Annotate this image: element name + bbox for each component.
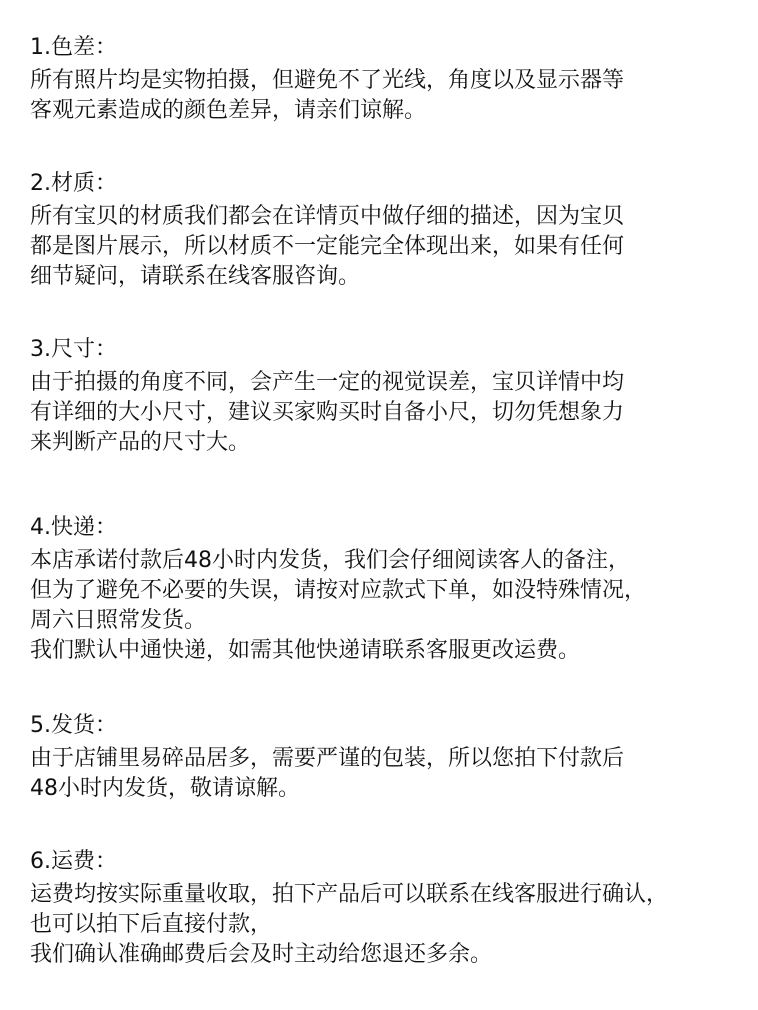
section-body: [30, 368, 750, 458]
body-line: 本店承诺付款后48小时内发货，我们会仔细阅读客人的备注，: [30, 548, 630, 573]
body-line: 48小时内发货，敬请谅解。: [30, 776, 300, 801]
section-body: [30, 880, 750, 970]
body-line: 周六日照常发货。: [30, 608, 207, 633]
body-line: 细节疑问，请联系在线客服咨询。: [30, 264, 361, 289]
body-line: 有详细的大小尺寸，建议买家购买时自备小尺，切勿凭想象力: [30, 400, 625, 425]
body-line: 来判断产品的尺寸大。: [30, 430, 251, 455]
section-courier: [30, 514, 750, 666]
body-line: 所有照片均是实物拍摄，但避免不了光线，角度以及显示器等: [30, 68, 625, 93]
section-body: [30, 744, 750, 804]
section-heading: 2.材质：: [30, 171, 117, 196]
body-line: 由于拍摄的角度不同，会产生一定的视觉误差，宝贝详情中均: [30, 370, 625, 395]
body-line: 运费均按实际重量收取，拍下产品后可以联系在线客服进行确认，: [30, 882, 669, 907]
body-line: 都是图片展示，所以材质不一定能完全体现出来，如果有任何: [30, 234, 625, 259]
body-line: 我们默认中通快递，如需其他快递请联系客服更改运费。: [30, 638, 581, 663]
section-shipping: [30, 712, 750, 804]
section-size: [30, 336, 750, 458]
section-heading: 6.运费：: [30, 849, 117, 874]
body-line: 由于店铺里易碎品居多，需要严谨的包装，所以您拍下付款后: [30, 746, 625, 771]
section-heading: 5.发货：: [30, 713, 117, 738]
section-body: [30, 66, 750, 126]
body-line: 也可以拍下后直接付款，: [30, 912, 273, 937]
section-heading: 4.快递：: [30, 515, 117, 540]
section-heading: 1.色差：: [30, 35, 117, 60]
body-line: 我们确认准确邮费后会及时主动给您退还多余。: [30, 942, 493, 967]
section-body: [30, 546, 750, 666]
section-color-difference: [30, 34, 750, 126]
section-heading: 3.尺寸：: [30, 337, 117, 362]
section-material: [30, 170, 750, 292]
section-freight: [30, 848, 750, 970]
body-line: 所有宝贝的材质我们都会在详情页中做仔细的描述，因为宝贝: [30, 204, 625, 229]
body-line: 客观元素造成的颜色差异，请亲们谅解。: [30, 98, 427, 123]
body-line: 但为了避免不必要的失误，请按对应款式下单，如没特殊情况，: [30, 578, 647, 603]
section-body: [30, 202, 750, 292]
